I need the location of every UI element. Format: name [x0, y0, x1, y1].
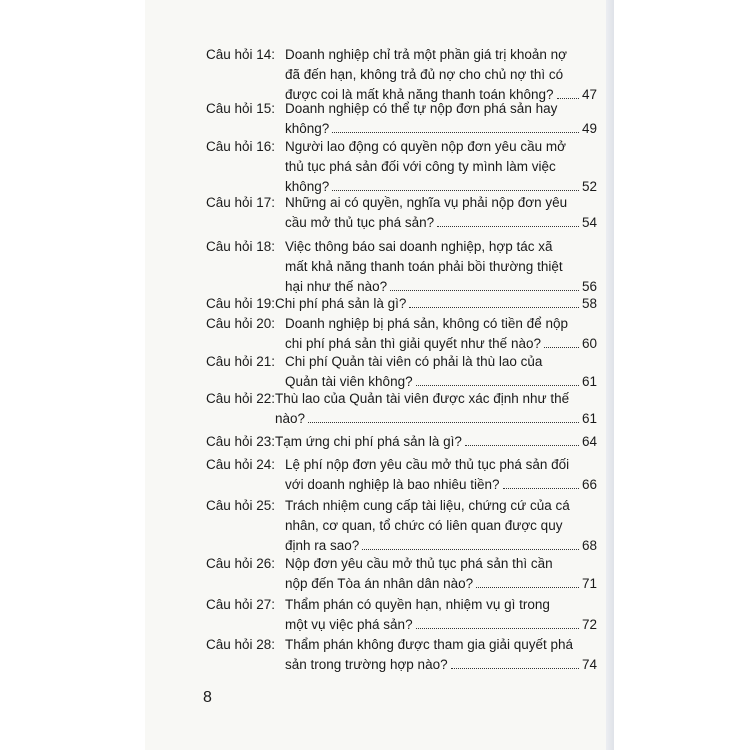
- page-ref[interactable]: 60: [581, 336, 597, 351]
- dot-leader: [451, 667, 579, 669]
- question-label: Câu hỏi 15:: [206, 101, 276, 116]
- question-final-line: [275, 409, 597, 429]
- question-text-line: Doanh nghiệp chỉ trả một phần giá trị khoản nợ: [285, 47, 568, 62]
- question-label: Câu hỏi 17:: [206, 195, 276, 210]
- question-text-line: Doanh nghiệp bị phá sản, không có tiền để nộp: [285, 316, 568, 331]
- dot-leader: [465, 444, 579, 446]
- question-final-line: [285, 213, 597, 233]
- question-text-line: không?: [285, 179, 330, 194]
- page-ref[interactable]: 58: [581, 296, 597, 311]
- question-text-line: đã đến hạn, không trả đủ nợ cho chủ nợ thì có: [285, 67, 564, 82]
- question-text-line: Quản tài viên không?: [285, 374, 413, 389]
- dot-leader: [332, 189, 579, 191]
- question-text-line: nào?: [275, 411, 306, 426]
- question-label: Câu hỏi 27:: [206, 597, 276, 612]
- page-ref[interactable]: 52: [581, 179, 597, 194]
- dot-leader: [362, 548, 579, 550]
- question-text-line: Doanh nghiệp có thể tự nộp đơn phá sản hay: [285, 101, 558, 116]
- question-label: Câu hỏi 18:: [206, 239, 276, 254]
- question-text-line: chi phí phá sản thì giải quyết như thế nào?: [285, 336, 541, 351]
- question-text-line: hại như thế nào?: [285, 279, 388, 294]
- question-text-line: Thẩm phán không được tham gia giải quyết phá: [285, 637, 574, 652]
- question-label: Câu hỏi 23:: [206, 434, 276, 449]
- question-text-line: Nộp đơn yêu cầu mở thủ tục phá sản thì cần: [285, 556, 553, 571]
- question-label: Câu hỏi 28:: [206, 637, 276, 652]
- question-text-line: Chi phí phá sản là gì?: [275, 296, 407, 311]
- page-ref[interactable]: 56: [581, 279, 597, 294]
- question-text-line: Thù lao của Quản tài viên được xác định như thế: [275, 391, 570, 406]
- question-final-line: [285, 475, 597, 495]
- page-number: 8: [203, 689, 212, 706]
- question-text-line: Tạm ứng chi phí phá sản là gì?: [275, 434, 462, 449]
- question-label: Câu hỏi 22:: [206, 391, 276, 406]
- question-text-line: sản trong trường hợp nào?: [285, 657, 448, 672]
- question-label: Câu hỏi 26:: [206, 556, 276, 571]
- page-ref[interactable]: 49: [581, 121, 597, 136]
- question-text-line: Chi phí Quản tài viên có phải là thù lao của: [285, 354, 543, 369]
- page-ref[interactable]: 64: [581, 434, 597, 449]
- question-text-line: Thẩm phán có quyền hạn, nhiệm vụ gì trong: [285, 597, 550, 612]
- page-ref[interactable]: 61: [581, 374, 597, 389]
- question-final-line: [285, 615, 597, 635]
- dot-leader: [332, 131, 579, 133]
- page-ref[interactable]: 68: [581, 538, 597, 553]
- question-final-line: [285, 119, 597, 139]
- dot-leader: [416, 627, 579, 629]
- dot-leader: [308, 421, 579, 423]
- question-label: Câu hỏi 16:: [206, 139, 276, 154]
- page-ref[interactable]: 74: [581, 657, 597, 672]
- question-text-line: được coi là mất khả năng thanh toán không?: [285, 87, 554, 102]
- question-label: Câu hỏi 19:: [206, 296, 276, 311]
- question-text-line: với doanh nghiệp là bao nhiêu tiền?: [285, 477, 500, 492]
- question-text-line: định ra sao?: [285, 538, 360, 553]
- question-text-line: mất khả năng thanh toán phải bồi thường thiệt: [285, 259, 563, 274]
- question-final-line: [275, 432, 597, 452]
- question-text-line: Trách nhiệm cung cấp tài liệu, chứng cứ của cá: [285, 498, 570, 513]
- page-ref[interactable]: 61: [581, 411, 597, 426]
- question-text-line: Những ai có quyền, nghĩa vụ phải nộp đơn yêu: [285, 195, 568, 210]
- question-label: Câu hỏi 25:: [206, 498, 276, 513]
- question-final-line: [275, 294, 597, 314]
- question-text-line: cầu mở thủ tục phá sản?: [285, 215, 435, 230]
- question-text-line: Người lao động có quyền nộp đơn yêu cầu mở: [285, 139, 567, 154]
- question-text-line: nộp đến Tòa án nhân dân nào?: [285, 576, 474, 591]
- dot-leader: [503, 487, 579, 489]
- question-text-line: Lệ phí nộp đơn yêu cầu mở thủ tục phá sản đối: [285, 457, 570, 472]
- page-ref[interactable]: 47: [581, 87, 597, 102]
- dot-leader: [416, 384, 579, 386]
- page-ref[interactable]: 54: [581, 215, 597, 230]
- question-final-line: [285, 574, 597, 594]
- dot-leader: [390, 289, 579, 291]
- question-text-line: một vụ việc phá sản?: [285, 617, 413, 632]
- page-ref[interactable]: 72: [581, 617, 597, 632]
- page-ref[interactable]: 71: [581, 576, 597, 591]
- dot-leader: [476, 586, 579, 588]
- dot-leader: [409, 306, 579, 308]
- dot-leader: [437, 225, 579, 227]
- question-text-line: nhân, cơ quan, tổ chức có liên quan được quy: [285, 518, 563, 533]
- dot-leader: [544, 346, 579, 348]
- question-label: Câu hỏi 24:: [206, 457, 276, 472]
- question-final-line: [285, 536, 597, 556]
- question-label: Câu hỏi 20:: [206, 316, 276, 331]
- question-text-line: không?: [285, 121, 330, 136]
- question-text-line: thủ tục phá sản đối với công ty mình làm việc: [285, 159, 556, 174]
- question-label: Câu hỏi 14:: [206, 47, 276, 62]
- page-ref[interactable]: 66: [581, 477, 597, 492]
- question-final-line: [285, 334, 597, 354]
- question-final-line: [285, 655, 597, 675]
- question-text-line: Việc thông báo sai doanh nghiệp, hợp tác xã: [285, 239, 553, 254]
- question-label: Câu hỏi 21:: [206, 354, 276, 369]
